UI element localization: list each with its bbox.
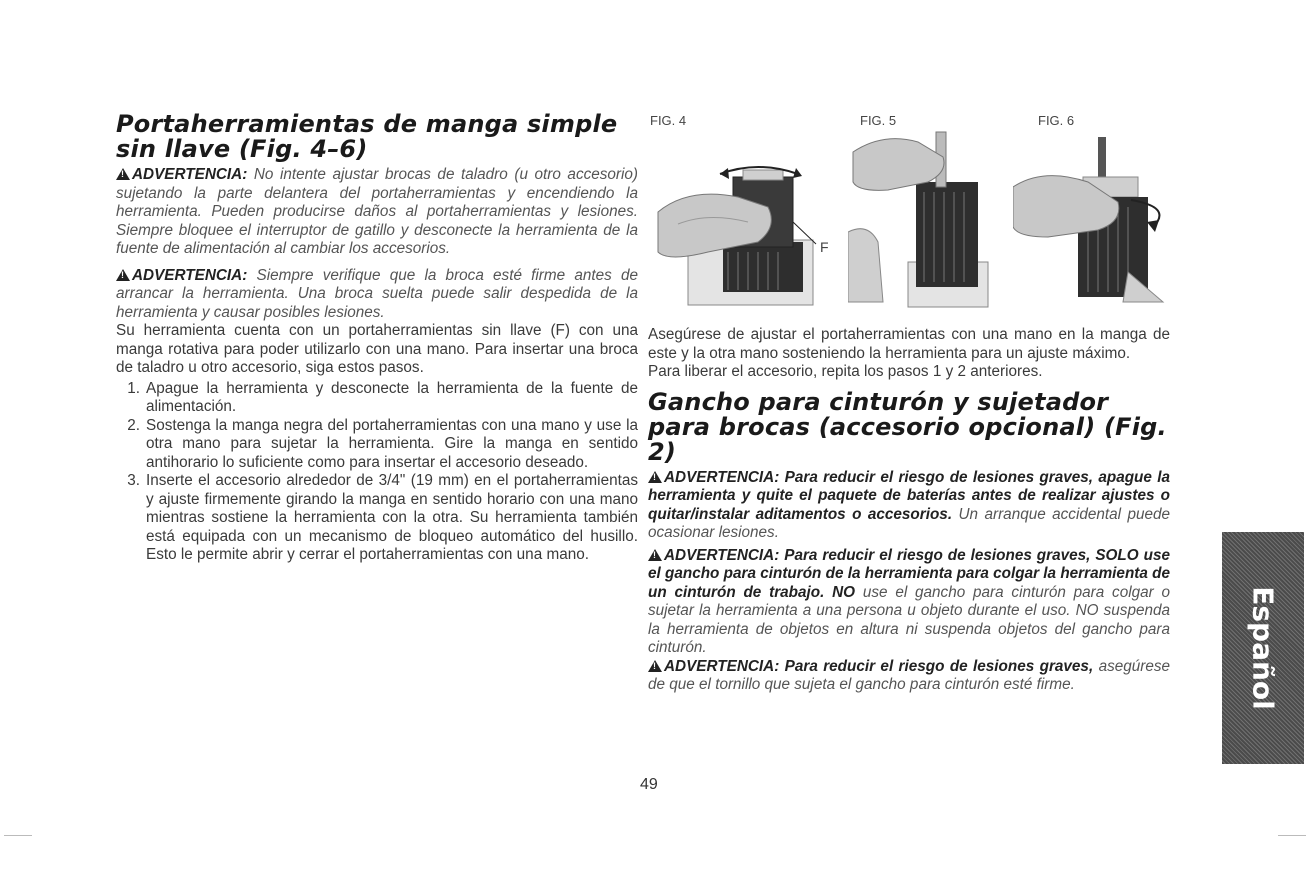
- warning-triangle-icon: [116, 168, 130, 180]
- drill-chuck-illustration-fig6: [1013, 112, 1178, 310]
- left-column: [116, 112, 638, 565]
- warning-1: !ADVERTENCIA: No intente ajustar brocas de taladro (u otro accesorio) sujetando la parte delantera del portaherramientas y encendiendo la herramienta. Pueden producirse daños al portaherramientas y lesiones. Siempre bloquee el interruptor de gatillo y desconecte la herramienta de la fuente de alimentación al cambiar los accesorios.: [116, 166, 638, 259]
- crop-mark: [4, 835, 32, 836]
- belt-warning-2: !ADVERTENCIA: Para reducir el riesgo de lesiones graves, SOLO use el gancho para cinturón de la herramienta para colgar la herramienta de un cinturón de trabajo. NO use el gancho para cinturón para colgar o sujetar la herramienta a una persona u objeto durante el uso. NO suspenda la herramienta de objetos en altura ni suspenda objetos del gancho para cinturón.: [648, 547, 1170, 658]
- belt-warning-1: !ADVERTENCIA: Para reducir el riesgo de lesiones graves, apague la herramienta y quite el paquete de baterías antes de realizar ajustes o quitar/instalar aditamentos o accesorios. Un arranque accidental puede ocasionar lesiones.: [648, 469, 1170, 543]
- warning-triangle-icon: [648, 471, 662, 483]
- fig-5-label: FIG. 5: [860, 113, 897, 128]
- right-column: [648, 112, 1170, 695]
- steps-list: [116, 380, 638, 565]
- crop-mark: [1278, 835, 1306, 836]
- figures-row: [648, 112, 1170, 310]
- figure-6: [1013, 112, 1178, 310]
- list-item: 3. Inserte el accesorio alrededor de 3/4" (19 mm) en el portaherramientas y ajuste firmemente girando la manga en sentido horario con una mano mientras sostiene la herramienta con la otra. Su herramienta también está equipada con un mecanismo de bloqueo automático del husillo. Esto le permite abrir y cerrar el portaherramientas con una mano.: [127, 472, 638, 563]
- release-paragraph: Para liberar el accesorio, repita los pasos 1 y 2 anteriores.: [648, 363, 1043, 380]
- section-title-keyless-chuck: Portaherramientas de manga simple sin llave (Fig. 4–6): [116, 110, 618, 163]
- warning-triangle-icon: [648, 660, 662, 672]
- figure-5: [848, 112, 998, 310]
- warning-triangle-icon: [648, 549, 662, 561]
- callout-f-label: F: [820, 239, 829, 255]
- tighten-paragraph: Asegúrese de ajustar el portaherramientas con una mano en la manga de este y la otra mano sosteniendo la herramienta para un ajuste máximo.: [648, 326, 1170, 362]
- warning-triangle-icon: [116, 269, 130, 281]
- section-title-belt-hook: Gancho para cinturón y sujetador para brocas (accesorio opcional) (Fig. 2): [648, 387, 1167, 466]
- intro-paragraph: Su herramienta cuenta con un portaherramientas sin llave (F) con una manga rotativa para poder utilizarlo con una mano. Para insertar una broca de taladro u otro accesorio, siga estos pasos.: [116, 322, 638, 376]
- warning-2: !ADVERTENCIA: Siempre verifique que la broca esté firme antes de arrancar la herramienta. Una broca suelta puede salir despedida de la herramienta y causar posibles lesiones.: [116, 267, 638, 323]
- fig-4-label: FIG. 4: [650, 113, 687, 128]
- page-number: 49: [640, 776, 658, 793]
- fig-6-label: FIG. 6: [1038, 113, 1075, 128]
- drill-chuck-illustration-fig4: [648, 112, 833, 310]
- language-tab-label: Español: [1246, 586, 1280, 710]
- figure-4: [648, 112, 833, 310]
- belt-warning-3: !ADVERTENCIA: Para reducir el riesgo de lesiones graves, asegúrese de que el tornillo que sujeta el gancho para cinturón esté firme.: [648, 658, 1170, 695]
- language-side-tab: [1222, 532, 1304, 764]
- list-item: 2. Sostenga la manga negra del portaherramientas con una mano y use la otra mano para sujetar la herramienta. Gire la manga en sentido antihorario lo suficiente como para insertar el accesorio deseado.: [127, 416, 638, 471]
- drill-chuck-illustration-fig5: [848, 112, 998, 310]
- list-item: 1. Apague la herramienta y desconecte la herramienta de la fuente de alimentación.: [127, 379, 638, 415]
